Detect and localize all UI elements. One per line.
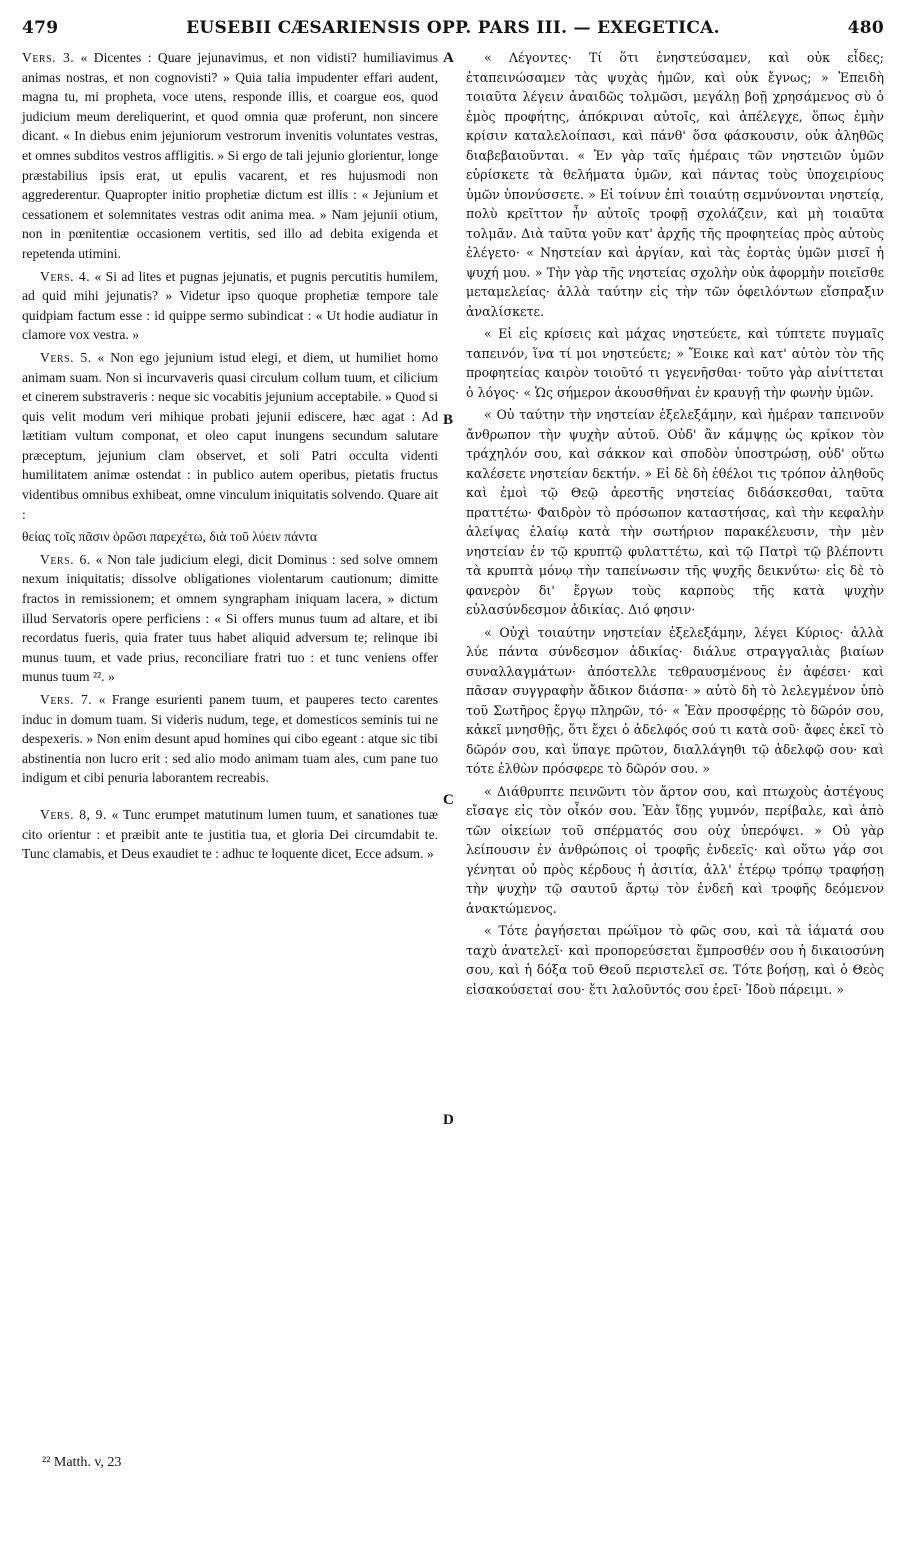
page-header	[22, 18, 884, 42]
margin-marker-c: C	[443, 792, 454, 808]
greek-carryover-line: θείας τοῖς πᾶσιν ὁρῶσι παρεχέτω, διὰ τοῦ λύειν πάντα	[22, 529, 318, 545]
margin-marker-b: B	[443, 412, 454, 428]
greek-para-4: « Οὐχὶ τοιαύτην νηστείαν ἐξελεξάμην, λέγει Κύριος· ἀλλὰ λύε πάντα σύνδεσμον ἀδικίας· διάλυε στραγγαλιὰς βιαίων συναλλαγμάτων· ἀπόστελλε τεθραυσμένους ἐν ἀφέσει· καὶ πᾶσαν συγγραφὴν ἄδικον διάσπα· » αὐτὸ δὴ τὸ λελεγμένον ὑπὸ τοῦ Σωτῆρος ἔργῳ πληρῶν, τό· « Ἐὰν προσφέρῃς τὸ δῶρόν σου, κἀκεῖ μνησθῇς, ὅτι ἔχει ὁ ἀδελφός σού τι κατὰ σοῦ· ἄφες ἐκεῖ τὸ δῶρόν σου, καὶ ὕπαγε πρῶτον, διαλλάγηθι τῷ ἀδελφῷ σου· καὶ τότε ἐλθὼν πρόσφερε τὸ δῶρόν σου. »	[466, 624, 884, 776]
footnote: ²² Matth. v, 23	[42, 1455, 122, 1470]
margin-marker-a: A	[443, 50, 454, 66]
latin-verse-5: Vers. 5. « Non ego jejunium istud elegi, et diem, ut humiliet homo animam suam. Non si incurvaveris quasi circulum collum tuum, et cilicium et cinerem substraveris : neque sic vocabitis jejunium acceptabile. » Quod si quis velit modum veri mihique probati jejunii ediscere, hæc agat : Ad lætitiam vultum componat, et oleo caput inungens secundum salutare præceptum, jejunium clam observet, et soli Patri occulta videnti humilitatem animæ ostendat : in publico autem operibus, pietatis fructus videntibus omnibus exhibeat, omne vinculum iniquitatis solvendo. Quare ait :	[22, 349, 438, 522]
page-number-right: 480	[847, 18, 884, 38]
greek-para-5: « Διάθρυπτε πεινῶντι τὸν ἄρτον σου, καὶ πτωχοὺς ἀστέγους εἴσαγε εἰς τὸν οἶκόν σου. Ἐὰν ἴδῃς γυμνόν, περίβαλε, καὶ ἀπὸ τῶν οἰκείων τοῦ σπέρματός σου οὐχ ὑπερόψει. » Οὐ γὰρ λείπουσιν ἐν ἀνθρώποις οἱ τροφῆς ἐνδεεῖς· καὶ οὕτω γάρ σοι γένηται οὐ πρὸς κέρδους ἡ ἀσιτία, ἀλλ' ἑτέρῳ τρόπῳ τραφήσῃ τὴν ψυχὴν τῷ σαυτοῦ ἄρτῳ τὸν ἐνδεῆ καὶ τροφῆς δεόμενον ἀνακτώμενος.	[466, 783, 884, 916]
greek-para-3: « Οὐ ταύτην τὴν νηστείαν ἐξελεξάμην, καὶ ἡμέραν ταπεινοῦν ἄνθρωπον τὴν ψυχὴν αὐτοῦ. Οὐδ' ἂν κάμψῃς ὡς κρίκον τὸν τράχηλόν σου, καὶ σάκκον καὶ σποδὸν ὑποστρώσῃ, οὐδ' οὕτω καλέσετε νηστείαν δεκτήν. » Εἰ δὲ δὴ ἐθέλοι τις τρόπον ἀληθοῦς καὶ ἐμοὶ τῷ Θεῷ ἀρεστῆς νηστείας διδάσκεσθαι, ταῦτα πραττέτω· Φαιδρὸν τὸ πρόσωπον καταστήσας, καὶ τὴν κεφαλὴν ἀλείψας ἐλαίῳ κατὰ τὴν σωτήριον παρακέλευσιν, τὴν μὲν νηστείαν ἐν τῷ κρυπτῷ φυλαττέτω, καὶ τῷ Πατρὶ τῷ βλέποντι τὰ κρυπτὰ μόνῳ τὴν ταπείνωσιν τῆς ψυχῆς δεικνύτω· εἰς δὲ τὸ φανερὸν δι' ἔργων τοὺς καρποὺς τῆς κατὰ ψυχὴν εὐλασύνδεσμον ἀδικίας. Διό φησιν·	[466, 407, 884, 617]
latin-verse-7: Vers. 7. « Frange esurienti panem tuum, et pauperes tecto carentes induc in domum tuam. Si videris nudum, tege, et domesticos seminis tui ne despexeris. » Non enim desunt apud homines qui cibo egeant : atque sic tibi abstinentia non lucro erit : sed alio modo animam tuam ales, cum pane tuo indigum et cibi penuria laborantem recreabis.	[22, 692, 439, 786]
latin-column	[22, 48, 438, 867]
latin-verse-6: Vers. 6. « Non tale judicium elegi, dicit Dominus : sed solve omnem nexum iniquitatis; dissolve obligationes violentarum cautionum; dimitte fractos in remissionem; et omnem syngrapham iniquam lacera, » dictum illud Servatoris opere perficiens : « Si offers munus tuum ad altare, et ibi recordatus fueris, quia frater tuus habet aliquid adversum te; relinque ibi munus tuum, et vade prius, reconciliare fratri tuo : et tunc veniens offer munus tuum ²². »	[22, 551, 438, 685]
latin-verse-3: Vers. 3. « Dicentes : Quare jejunavimus, et non vidisti? humiliavimus animas nostras, et non cognovisti? » Quia talia impudenter effari audent, magna tu, mi propheta, voce utens, responde illis, et coargue eos, quod judicium meum dereliquerint, et quod omnia quæ proferunt, non sincere dicant. « In diebus enim jejuniorum vestrorum invenitis voluntates vestras, et omnes subditos vestros affligitis. » Si ergo de tali jejunio glorientur, longe præstabilius ipsis erat, ut epulis vacarent, et res hujusmodi non aggrederentur. Quapropter initio prophetiæ dictum est illis : « Jejunium et cessationem et solemnitates vestras odit anima mea. » Nam jejunii otium, non in pœnitentiæ occasionem vertitis, sed illo ad debita exigenda et repetenda utimini.	[22, 50, 438, 261]
greek-column	[466, 48, 884, 1002]
greek-para-6: « Τότε ῥαγήσεται πρώϊμον τὸ φῶς σου, καὶ τὰ ἰάματά σου ταχὺ ἀνατελεῖ· καὶ προπορεύσεται ἔμπροσθέν σου ἡ δικαιοσύνη σου, καὶ ἡ δόξα τοῦ Θεοῦ περιστελεῖ σε. Τότε βοήσῃ, καὶ ὁ Θεὸς εἰσακούσεταί σου· ἔτι λαλοῦντός σου ἐρεῖ· Ἰδοὺ πάρειμι. »	[466, 923, 884, 997]
running-title: EUSEBII CÆSARIENSIS OPP. PARS III. — EXEGETICA.	[186, 18, 720, 38]
greek-para-2: « Εἰ εἰς κρίσεις καὶ μάχας νηστεύετε, καὶ τύπτετε πυγμαῖς ταπεινόν, ἵνα τί μοι νηστεύετε; » Ἔοικε καὶ κατ' αὐτὸν τὸν τῆς προφητείας καιρὸν τοιοῦτό τι γεγενῆσθαι· τοῦτο γὰρ αἰνίττεται ὁ λόγος· « Ὡς σήμερον ἀκουσθῆναι ἐν κραυγῇ τὴν φωνὴν ὑμῶν.	[466, 326, 884, 400]
greek-para-1: « Λέγοντες· Τί ὅτι ἐνηστεύσαμεν, καὶ οὐκ εἶδες; ἐταπεινώσαμεν τὰς ψυχὰς ἡμῶν, καὶ οὐκ ἔγνως; » Ἐπειδὴ τοιαῦτα λέγειν ἀναιδῶς τολμῶσι, μεγάλῃ βοῇ χρησάμενος σὺ ὁ ἐμὸς προφήτης, ἀπόκριναι αὐτοῖς, καὶ ἀπέλεγχε, ὅπως ἐμὴν κρίσιν καταλελοίπασι, καὶ πάνθ' ὅσα φάσκουσιν, οὐκ ἀληθῶς διαβεβαιοῦνται. « Ἐν γὰρ ταῖς ἡμέραις τῶν νηστειῶν ὑμῶν εὑρίσκετε τὰ θελήματα ὑμῶν, καὶ πάντας τοὺς ὑποχειρίους ὑμῶν ὑπονύσσετε. » Εἰ τοίνυν ἐπὶ τοιαύτῃ σεμνύνονται νηστείᾳ, πολὺ κρεῖττον ἦν αὐτοῖς τροφῇ σχολάζειν, καὶ μὴ τοιαῦτα τολμᾶν. Διὰ ταῦτα γοῦν κατ' ἀρχῆς τῆς προφητείας πρὸς αὐτοὺς ἐλέγετο· « Νηστείαν καὶ ἀργίαν, καὶ τὰς ἑορτὰς ὑμῶν μισεῖ ἡ ψυχή μου. » Τὴν γὰρ τῆς νηστείας σχολὴν οὐκ ἀφορμὴν ποιεῖσθε μεταμελείας· ἀλλὰ ταύτην εἰς τὴν τῶν ὀφειλόντων εἴσπραξιν ἀναλίσκετε.	[466, 50, 884, 319]
latin-verse-8-9: Vers. 8, 9. « Tunc erumpet matutinum lumen tuum, et sanationes tuæ cito orientur : et præibit ante te justitia tua, et gloria Dei circumdabit te. Tunc clamabis, et Deus exaudiet te : adhuc te loquente dicet, Ecce adsum. »	[22, 806, 438, 862]
latin-verse-4: Vers. 4. « Si ad lites et pugnas jejunatis, et pugnis percutitis humilem, ad quid mihi jejunatis? » Videtur ipso quoque prophetiæ tempore tale quidpiam factum esse : id quippe sermo subindicat : « Ut hodie audiatur in clamore vox vestra. »	[22, 268, 438, 343]
margin-marker-d: D	[443, 1112, 454, 1128]
page-number-left: 479	[22, 18, 59, 38]
